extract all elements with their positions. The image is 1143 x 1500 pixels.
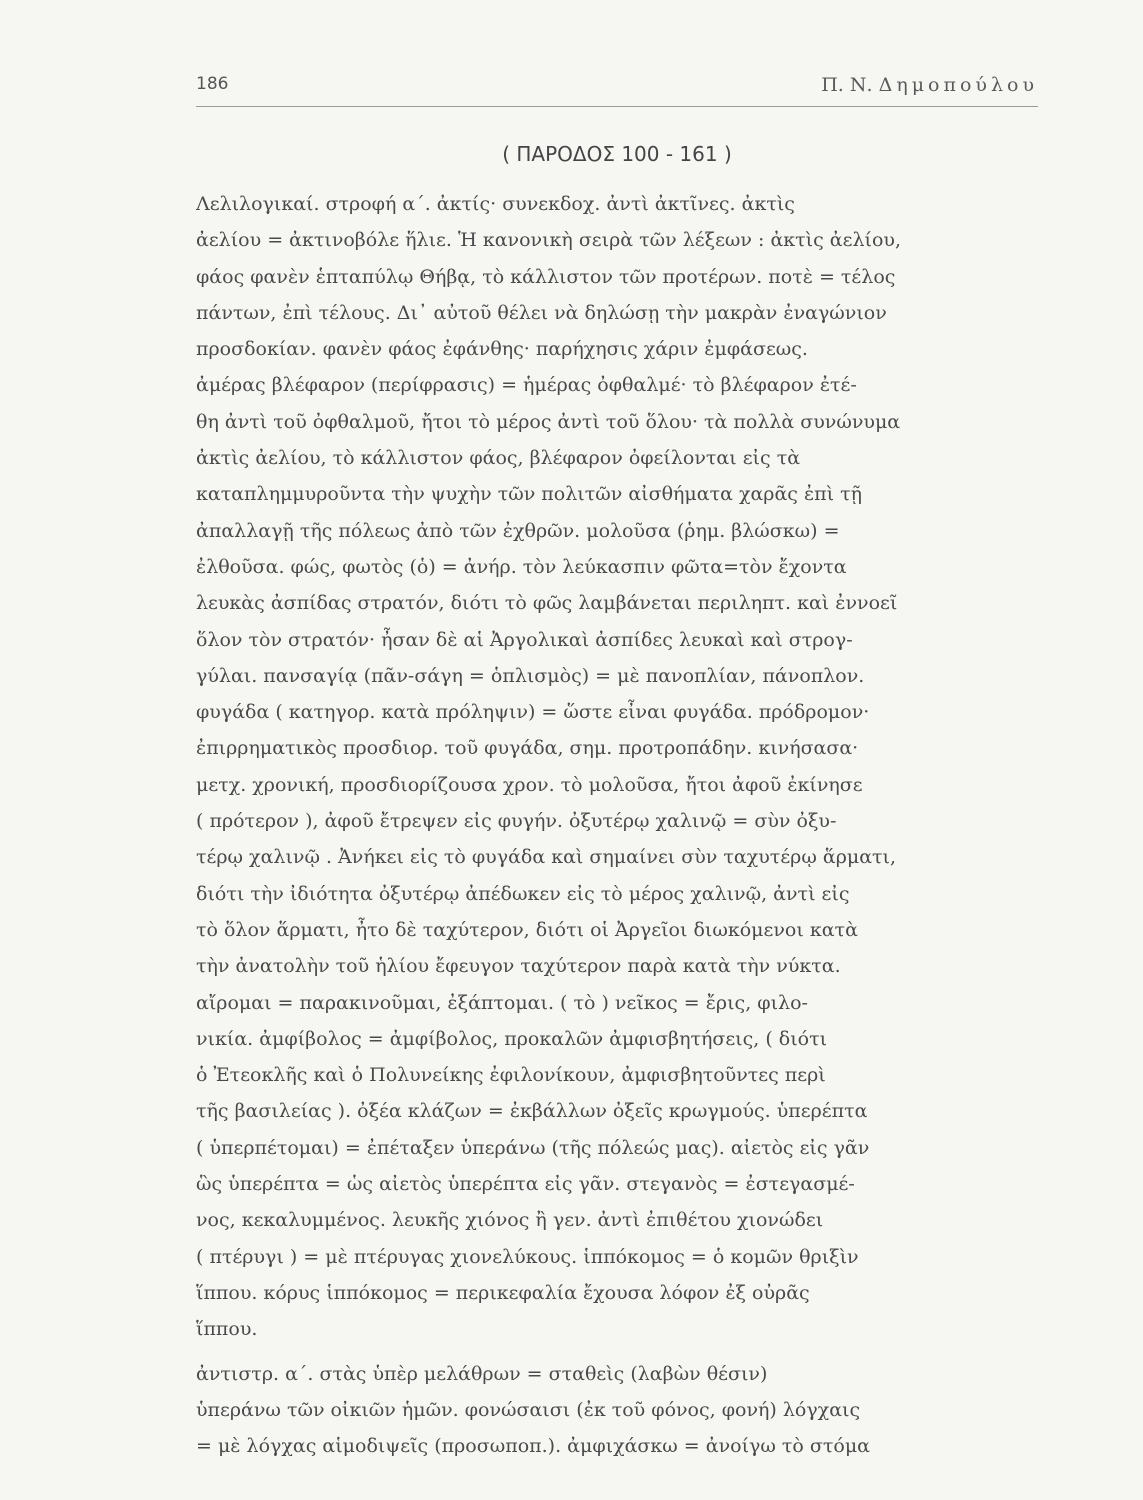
text-line: ( πρότερον ), ἀφοῦ ἔτρεψεν εἰς φυγήν. ὀξυτέρῳ χαλινῷ = σὺν ὀξυ- [196,810,837,833]
author-surname: Δημοπούλου [878,74,1038,96]
page-header [196,74,1038,107]
text-line: προσδοκίαν. φανὲν φάος ἐφάνθης· παρήχησις χάριν ἐμφάσεως. [196,338,808,361]
text-line: ( πτέρυγι ) = μὲ πτέρυγας χιονελύκους. ἱππόκομος = ὁ κομῶν θριξὶν [196,1245,859,1268]
paragraph-strophe [196,186,1038,1348]
paragraph-antistrophe [196,1356,1038,1465]
text-line: ἀπαλλαγῇ τῆς πόλεως ἀπὸ τῶν ἐχθρῶν. μολοῦσα (ῥημ. βλώσκω) = [196,519,840,542]
text-line: νικία. ἀμφίβολος = ἀμφίβολος, προκαλῶν ἀμφισβητήσεις, ( διότι [196,1027,828,1050]
text-line: ὣς ὑπερέπτα = ὡς αἰετὸς ὑπερέπτα εἰς γᾶν. στεγανὸς = ἐστεγασμέ- [196,1173,855,1196]
text-line: πάντων, ἐπὶ τέλους. Δι᾽ αὐτοῦ θέλει νὰ δηλώσῃ τὴν μακρὰν ἐναγώνιον [196,301,887,324]
text-line: ἵππου. [196,1318,258,1341]
text-line: λευκὰς ἀσπίδας στρατόν, διότι τὸ φῶς λαμβάνεται περιληπτ. καὶ ἐννοεῖ [196,592,898,615]
text-line: διότι τὴν ἰδιότητα ὀξυτέρῳ ἀπέδωκεν εἰς τὸ μέρος χαλινῷ, ἀντὶ εἰς [196,882,850,905]
body-text [196,186,1038,1464]
text-line: μετχ. χρονική, προσδιορίζουσα χρον. τὸ μολοῦσα, ἤτοι ἀφοῦ ἐκίνησε [196,773,863,796]
text-line: ὑπεράνω τῶν οἰκιῶν ἡμῶν. φονώσαισι (ἐκ τοῦ φόνος, φονή) λόγχαις [196,1398,861,1421]
text-line: τὸ ὅλον ἅρματι, ἦτο δὲ ταχύτερον, διότι οἱ Ἀργεῖοι διωκόμενοι κατὰ [196,918,858,941]
text-line: ἀντιστρ. α΄. στὰς ὑπὲρ μελάθρων = σταθεὶς (λαβὼν θέσιν) [196,1362,768,1385]
text-line: Λελιλογικαί. στροφή α΄. ἀκτίς· συνεκδοχ. ἀντὶ ἀκτῖνες. ἀκτὶς [196,193,795,215]
text-line: ἀελίου = ἀκτινοβόλε ἥλιε. Ἡ κανονικὴ σειρὰ τῶν λέξεων : ἀκτὶς ἀελίου, [196,229,901,252]
text-line: ( ὑπερπέτομαι) = ἐπέταξεν ὑπεράνω (τῆς πόλεώς μας). αἰετὸς εἰς γᾶν [196,1136,870,1159]
text-line: ὅλον τὸν στρατόν· ἦσαν δὲ αἱ Ἀργολικαὶ ἀσπίδες λευκαὶ καὶ στρογ- [196,628,853,651]
text-line: ὁ Ἐτεοκλῆς καὶ ὁ Πολυνείκης ἐφιλονίκουν, ἀμφισβητοῦντες περὶ [196,1064,826,1087]
text-line: νος, κεκαλυμμένος. λευκῆς χιόνος ἢ γεν. ἀντὶ ἐπιθέτου χιονώδει [196,1209,824,1232]
page-number: 186 [196,74,229,94]
text-line: φυγάδα ( κατηγορ. κατὰ πρόληψιν) = ὥστε εἶναι φυγάδα. πρόδρομον· [196,701,870,724]
running-head [821,74,1038,96]
text-line: ἀμέρας βλέφαρον (περίφρασις) = ἡμέρας ὀφθαλμέ· τὸ βλέφαρον ἐτέ- [196,374,857,397]
text-line: ἐλθοῦσα. φώς, φωτὸς (ὁ) = ἀνήρ. τὸν λεύκασπιν φῶτα=τὸν ἔχοντα [196,555,847,578]
text-line: τὴν ἀνατολὴν τοῦ ἡλίου ἔφευγον ταχύτερον παρὰ κατὰ τὴν νύκτα. [196,955,841,978]
text-line: φάος φανὲν ἑπταπύλῳ Θήβᾳ, τὸ κάλλιστον τῶν προτέρων. ποτὲ = τέλος [196,265,896,288]
text-line: θη ἀντὶ τοῦ ὀφθαλμοῦ, ἤτοι τὸ μέρος ἀντὶ τοῦ ὅλου· τὰ πολλὰ συνώνυμα [196,410,901,433]
text-line: γύλαι. πανσαγίᾳ (πᾶν-σάγη = ὁπλισμὸς) = μὲ πανοπλίαν, πάνοπλον. [196,664,865,687]
text-line: τέρῳ χαλινῷ . Ἀνήκει εἰς τὸ φυγάδα καὶ σημαίνει σὺν ταχυτέρῳ ἅρματι, [196,846,897,869]
section-title: ( ΠΑΡΟΔΟΣ 100 - 161 ) [502,142,732,166]
text-line: ἵππου. κόρυς ἱππόκομος = περικεφαλία ἔχουσα λόφον ἐξ οὐρᾶς [196,1281,810,1304]
text-line: ἐπιρρηματικὸς προσδιορ. τοῦ φυγάδα, σημ. προτροπάδην. κινήσασα· [196,737,859,760]
text-line: = μὲ λόγχας αἱμοδιψεῖς (προσωποπ.). ἀμφιχάσκω = ἀνοίγω τὸ στόμα [196,1435,871,1458]
text-line: ἀκτὶς ἀελίου, τὸ κάλλιστον φάος, βλέφαρον ὀφείλονται εἰς τὰ [196,447,801,470]
text-line: τῆς βασιλείας ). ὀξέα κλάζων = ἐκβάλλων ὀξεῖς κρωγμούς. ὑπερέπτα [196,1100,868,1123]
author-initials: Π. Ν. [821,74,873,96]
text-line: καταπλημμυροῦντα τὴν ψυχὴν τῶν πολιτῶν αἰσθήματα χαρᾶς ἐπὶ τῇ [196,483,863,506]
text-line: αἴρομαι = παρακινοῦμαι, ἐξάπτομαι. ( τὸ ) νεῖκος = ἔρις, φιλο- [196,991,808,1014]
